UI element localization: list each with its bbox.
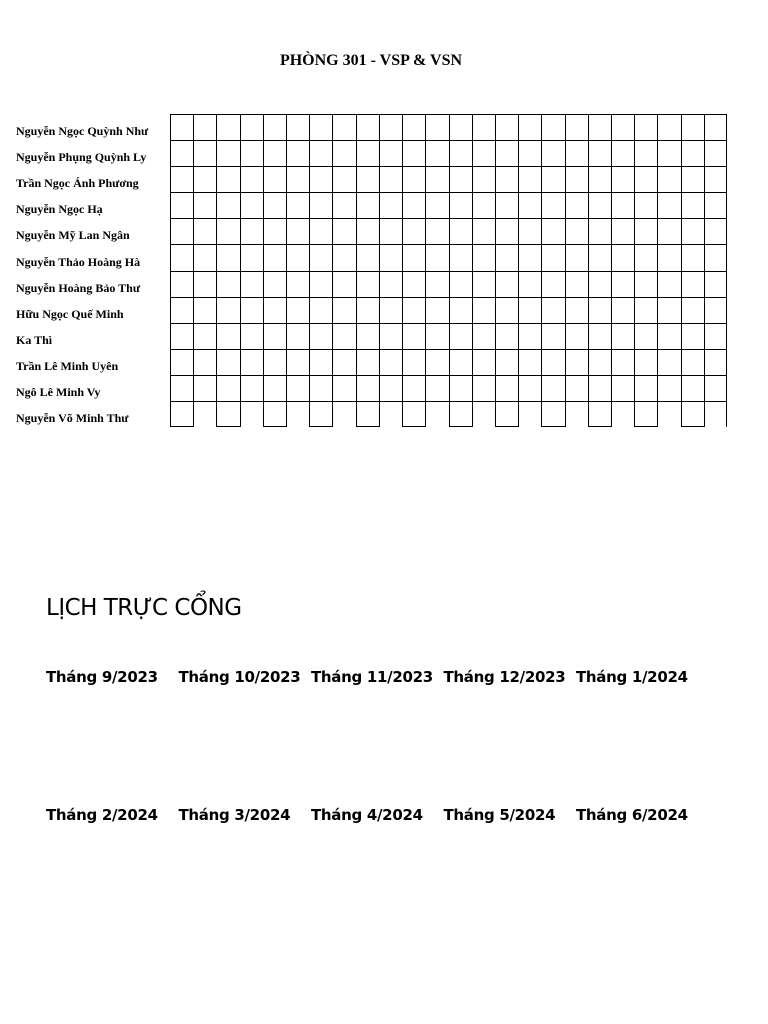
month-label: Tháng 6/2024 bbox=[576, 806, 688, 824]
student-name: Ngô Lê Minh Vy bbox=[16, 385, 101, 400]
month-label: Tháng 3/2024 bbox=[178, 806, 291, 824]
student-name: Trần Ngọc Ánh Phương bbox=[16, 176, 139, 191]
table-row bbox=[16, 244, 727, 270]
month-label: Tháng 2/2024 bbox=[46, 806, 158, 824]
table-row bbox=[16, 140, 727, 166]
student-name: Nguyễn Phụng Quỳnh Ly bbox=[16, 150, 147, 165]
roster-table bbox=[16, 114, 727, 427]
student-name: Nguyễn Hoàng Bảo Thư bbox=[16, 280, 141, 295]
page-title: PHÒNG 301 - VSP & VSN bbox=[279, 52, 463, 69]
student-name: Nguyễn Mỹ Lan Ngân bbox=[16, 228, 130, 243]
table-row bbox=[16, 218, 727, 244]
student-name: Nguyễn Ngọc Quỳnh Như bbox=[16, 124, 149, 139]
month-label: Tháng 12/2023 bbox=[443, 668, 566, 686]
table-row bbox=[16, 114, 727, 140]
month-label: Tháng 5/2024 bbox=[443, 806, 556, 824]
month-label: Tháng 1/2024 bbox=[576, 668, 688, 686]
table-row bbox=[16, 375, 727, 401]
table-row bbox=[16, 166, 727, 192]
table-row bbox=[16, 349, 727, 375]
table-row bbox=[16, 192, 727, 218]
student-name: Nguyễn Ngọc Hạ bbox=[16, 202, 103, 217]
student-name: Ka Thì bbox=[16, 332, 53, 347]
month-row bbox=[46, 806, 709, 824]
month-label: Tháng 9/2023 bbox=[46, 668, 158, 686]
table-row bbox=[16, 401, 727, 427]
month-label: Tháng 11/2023 bbox=[311, 668, 433, 686]
month-label: Tháng 10/2023 bbox=[178, 668, 301, 686]
student-name: Trần Lê Minh Uyên bbox=[16, 358, 119, 373]
table-row bbox=[16, 271, 727, 297]
student-name: Nguyễn Thảo Hoàng Hà bbox=[16, 254, 141, 269]
table-row bbox=[16, 297, 727, 323]
student-name: Nguyễn Võ Minh Thư bbox=[16, 411, 129, 426]
month-label: Tháng 4/2024 bbox=[311, 806, 423, 824]
month-row bbox=[46, 668, 709, 686]
student-name: Hữu Ngọc Quế Minh bbox=[16, 306, 124, 321]
schedule-title: LỊCH TRỰC CỔNG bbox=[46, 595, 242, 621]
table-row bbox=[16, 323, 727, 349]
